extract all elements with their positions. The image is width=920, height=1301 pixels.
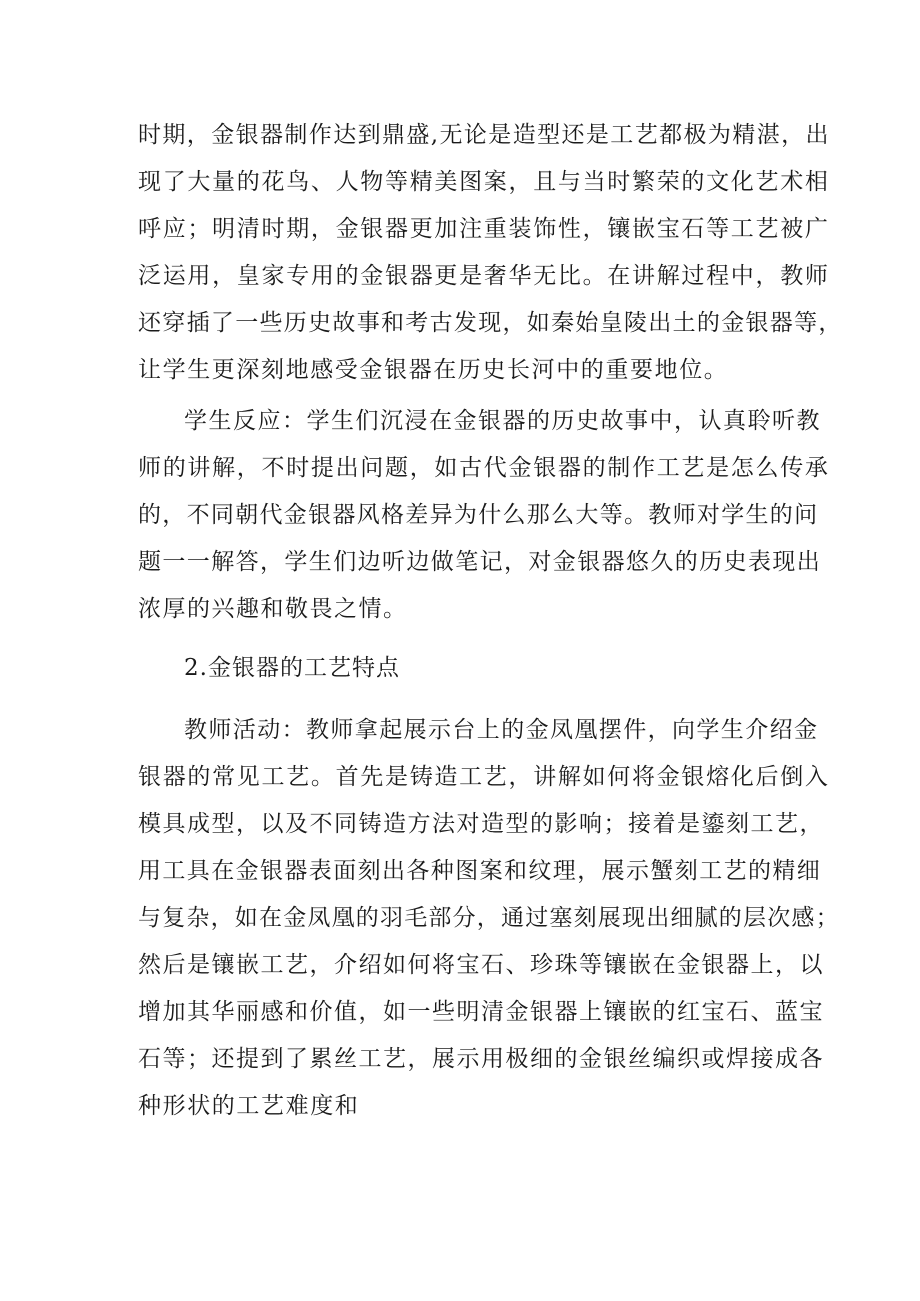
text-line: 然后是镶嵌工艺，介绍如何将宝石、珍珠等镶嵌在金银器上，以 <box>138 952 824 978</box>
text-line: 银器的常见工艺。首先是铸造工艺，讲解如何将金银熔化后倒入 <box>138 764 830 790</box>
text-line: 学生反应：学生们沉浸在金银器的历史故事中，认真聆听教 <box>184 408 821 434</box>
text-line: 用工具在金银器表面刻出各种图案和纹理，展示蟹刻工艺的精细 <box>138 858 822 884</box>
text-line: 模具成型，以及不同铸造方法对造型的影响；接着是鎏刻工艺， <box>138 811 824 837</box>
section-heading: 2.金银器的工艺特点 <box>184 655 400 681</box>
text-line: 增加其华丽感和价值，如一些明清金银器上镶嵌的红宝石、蓝宝 <box>138 999 824 1025</box>
text-line: 种形状的工艺难度和 <box>138 1093 360 1119</box>
text-line: 与复杂，如在金凤凰的羽毛部分，通过塞刻展现出细腻的层次感； <box>138 905 840 931</box>
text-line: 的，不同朝代金银器风格差异为什么那么大等。教师对学生的问 <box>138 502 819 528</box>
text-line: 时期，金银器制作达到鼎盛,无论是造型还是工艺都极为精湛，出 <box>138 122 830 148</box>
text-line: 题一一解答，学生们边听边做笔记，对金银器悠久的历史表现出 <box>138 549 822 575</box>
text-line: 呼应；明清时期，金银器更加注重装饰性，镶嵌宝石等工艺被广 <box>138 216 830 242</box>
text-line: 浓厚的兴趣和敬畏之情。 <box>138 596 408 622</box>
text-line: 石等；还提到了累丝工艺，展示用极细的金银丝编织或焊接成各 <box>138 1046 824 1072</box>
text-line: 现了大量的花鸟、人物等精美图案，且与当时繁荣的文化艺术相 <box>138 169 830 195</box>
text-line: 还穿插了一些历史故事和考古发现，如秦始皇陵出土的金银器等， <box>138 310 843 336</box>
text-line: 让学生更深刻地感受金银器在历史长河中的重要地位。 <box>138 357 729 383</box>
text-line: 泛运用，皇家专用的金银器更是奢华无比。在讲解过程中，教师 <box>138 263 830 289</box>
text-line: 师的讲解，不时提出问题，如古代金银器的制作工艺是怎么传承 <box>138 455 830 481</box>
text-line: 教师活动：教师拿起展示台上的金凤凰摆件，向学生介绍金 <box>184 717 819 743</box>
